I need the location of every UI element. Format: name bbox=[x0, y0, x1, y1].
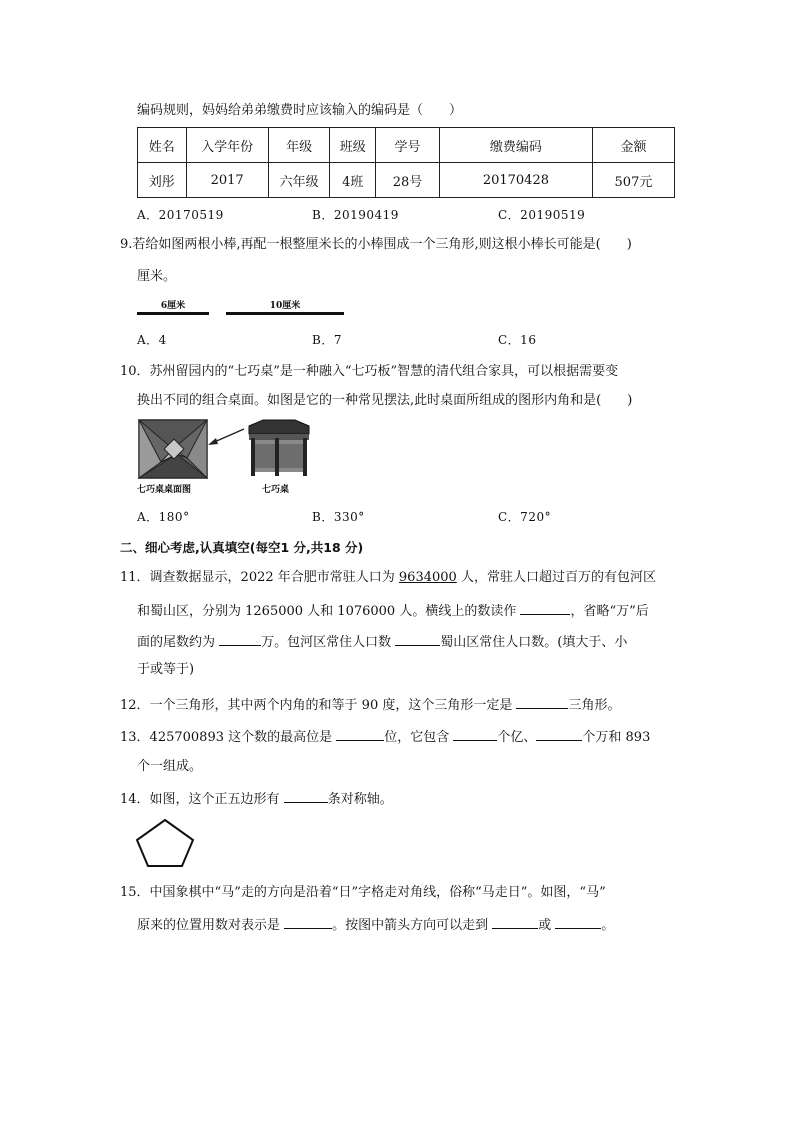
answer-blank[interactable] bbox=[453, 726, 497, 741]
arrow-icon bbox=[206, 425, 246, 447]
stick-6cm bbox=[137, 312, 209, 315]
q8-option-b[interactable]: B．20190419 bbox=[312, 208, 399, 222]
header-cell: 入学年份 bbox=[186, 128, 268, 163]
table-cell: 六年级 bbox=[268, 163, 330, 198]
q14-line bbox=[120, 788, 393, 810]
table-row bbox=[138, 163, 675, 198]
q8-option-a[interactable]: A．20170519 bbox=[137, 208, 224, 222]
header-cell: 缴费编码 bbox=[439, 128, 592, 163]
q10-stem-line2: 换出不同的组合桌面。如图是它的一种常见摆法,此时桌面所组成的图形内角和是( ) bbox=[137, 393, 633, 408]
answer-blank[interactable] bbox=[516, 694, 568, 709]
table-cell: 507元 bbox=[592, 163, 674, 198]
tangram-table-caption: 七巧桌 bbox=[262, 485, 290, 495]
q11-line4: 于或等于) bbox=[137, 662, 195, 677]
q10-option-a[interactable]: A．180° bbox=[137, 510, 190, 524]
q11-line3 bbox=[137, 631, 627, 653]
stick-10cm bbox=[226, 312, 344, 315]
tangram-table-icon bbox=[243, 416, 315, 480]
q13-text: 13．425700893 这个数的最高位是 bbox=[120, 730, 337, 745]
q11-line1 bbox=[120, 568, 656, 588]
q12-line bbox=[120, 694, 621, 716]
q8-option-c[interactable]: C．20190519 bbox=[498, 208, 586, 222]
answer-blank[interactable] bbox=[219, 631, 261, 646]
q11-text: 面的尾数约为 bbox=[137, 635, 220, 650]
q12-text: 12．一个三角形，其中两个内角的和等于 90 度，这个三角形一定是 bbox=[120, 698, 517, 713]
q9-stem-line1: 9.若给如图两根小棒,再配一根整厘米长的小棒围成一个三角形,则这根小棒长可能是( ) bbox=[120, 237, 632, 252]
table-cell: 刘彤 bbox=[138, 163, 187, 198]
answer-blank[interactable] bbox=[284, 788, 328, 803]
q11-text: ，省略“万”后 bbox=[570, 604, 649, 619]
q13-text: 位，它包含 bbox=[384, 730, 454, 745]
q11-text: 万。包河区常住人口数 bbox=[261, 635, 396, 650]
q15-line2 bbox=[137, 914, 614, 936]
stick-6cm-label: 6厘米 bbox=[160, 301, 186, 311]
tangram-top-caption: 七巧桌桌面图 bbox=[137, 485, 192, 495]
pentagon-icon bbox=[133, 816, 197, 870]
q14-text: 14．如图，这个正五边形有 bbox=[120, 792, 284, 807]
q10-option-c[interactable]: C．720° bbox=[498, 510, 552, 524]
q13-text: 个万和 893 bbox=[582, 730, 651, 745]
q12-text: 三角形。 bbox=[568, 698, 621, 713]
q15-text: 。 bbox=[601, 918, 615, 933]
answer-blank[interactable] bbox=[555, 914, 601, 929]
q9-option-a[interactable]: A．4 bbox=[137, 333, 167, 347]
q13-line1 bbox=[120, 726, 650, 748]
answer-blank[interactable] bbox=[536, 726, 582, 741]
fee-code-table bbox=[137, 127, 675, 198]
q13-text: 个亿、 bbox=[497, 730, 537, 745]
q11-text: 蜀山区常住人口数。(填大于、小 bbox=[440, 635, 628, 650]
q14-text: 条对称轴。 bbox=[327, 792, 393, 807]
q10-option-b[interactable]: B．330° bbox=[312, 510, 365, 524]
q13-line2: 个一组成。 bbox=[137, 759, 203, 774]
tangram-table-top-icon bbox=[137, 418, 209, 480]
q11-text: 和蜀山区，分别为 1265000 人和 1076000 人。横线上的数读作 bbox=[137, 604, 521, 619]
q15-text: 或 bbox=[538, 918, 556, 933]
q9-option-b[interactable]: B．7 bbox=[312, 333, 342, 347]
table-cell: 20170428 bbox=[439, 163, 592, 198]
stick-10cm-label: 10厘米 bbox=[269, 301, 301, 311]
q11-text: 11．调查数据显示，2022 年合肥市常驻人口为 bbox=[120, 570, 399, 585]
q9-stem-line2: 厘米。 bbox=[137, 269, 177, 284]
table-cell: 2017 bbox=[186, 163, 268, 198]
q9-option-c[interactable]: C．16 bbox=[498, 333, 537, 347]
header-cell: 姓名 bbox=[138, 128, 187, 163]
q8-stem-tail: 编码规则，妈妈给弟弟缴费时应该输入的编码是（ ） bbox=[137, 103, 463, 118]
answer-blank[interactable] bbox=[284, 914, 332, 929]
answer-blank[interactable] bbox=[395, 631, 440, 646]
header-cell: 班级 bbox=[330, 128, 376, 163]
answer-blank[interactable] bbox=[520, 600, 570, 615]
answer-blank[interactable] bbox=[336, 726, 384, 741]
q15-line1: 15．中国象棋中“马”走的方向是沿着“日”字格走对角线，俗称“马走日”。如图，“马” bbox=[120, 885, 606, 900]
q11-population-number: 9634000 bbox=[398, 570, 457, 585]
q10-stem-line1: 10．苏州留园内的“七巧桌”是一种融入“七巧板”智慧的清代组合家具，可以根据需要变 bbox=[120, 364, 619, 379]
header-cell: 金额 bbox=[592, 128, 674, 163]
table-cell: 28号 bbox=[376, 163, 440, 198]
q15-text: 原来的位置用数对表示是 bbox=[137, 918, 285, 933]
header-cell: 年级 bbox=[268, 128, 330, 163]
section-2-title: 二、细心考虑,认真填空(每空1 分,共18 分) bbox=[120, 540, 364, 555]
q11-text: 人，常驻人口超过百万的有包河区 bbox=[456, 570, 656, 585]
header-cell: 学号 bbox=[376, 128, 440, 163]
q15-text: 。按图中箭头方向可以走到 bbox=[332, 918, 493, 933]
answer-blank[interactable] bbox=[492, 914, 538, 929]
table-header-row bbox=[138, 128, 675, 163]
q11-line2 bbox=[137, 600, 649, 622]
table-cell: 4班 bbox=[330, 163, 376, 198]
